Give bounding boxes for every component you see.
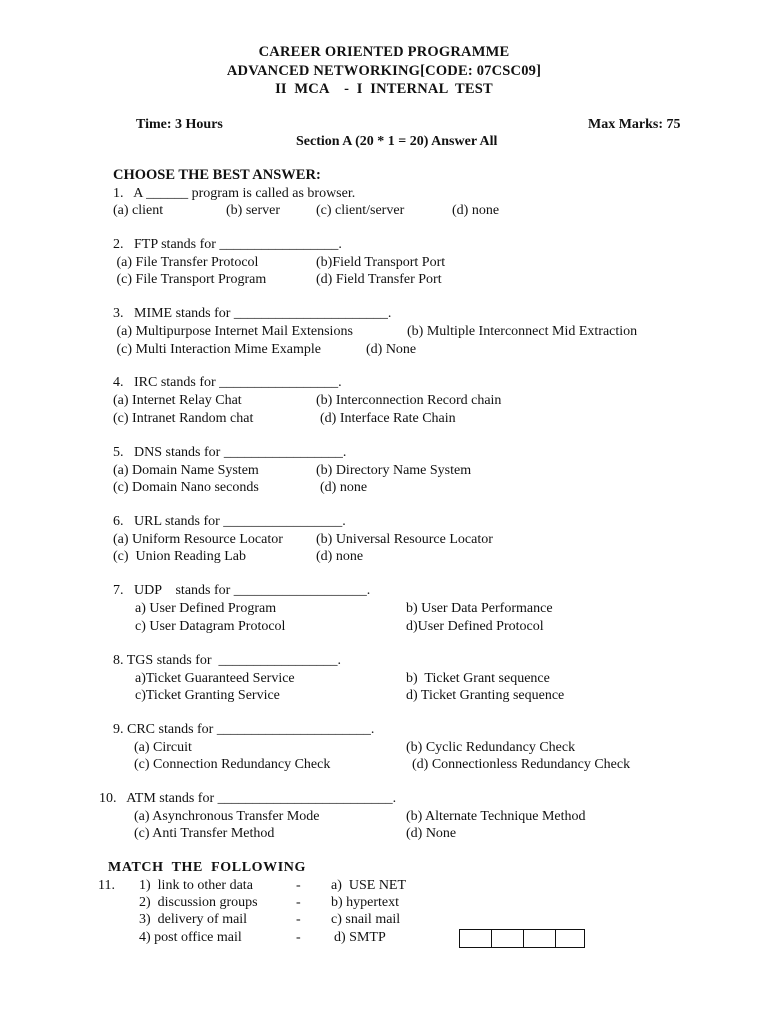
answer-cell xyxy=(524,930,556,947)
match-right-item: b) hypertext xyxy=(331,895,400,910)
question-1: 1. A ______ program is called as browser. xyxy=(113,186,356,201)
option-b: b) Ticket Grant sequence xyxy=(406,671,550,686)
answer-cell xyxy=(556,930,584,947)
answer-cell xyxy=(492,930,524,947)
option-b: (b)Field Transport Port xyxy=(316,255,446,270)
option-d: (d) Interface Rate Chain xyxy=(320,411,456,426)
match-right-item: c) snail mail xyxy=(331,912,401,927)
course-title: ADVANCED NETWORKING[CODE: 07CSC09] xyxy=(226,63,542,79)
match-left-item: 2) discussion groups xyxy=(139,895,258,910)
option-d: (d) none xyxy=(452,203,500,218)
option-d: (d) none xyxy=(320,480,368,495)
option-c: (c) Connection Redundancy Check xyxy=(134,757,331,772)
question-7: 7. UDP stands for ___________________. xyxy=(113,583,371,598)
match-left-item: 4) post office mail xyxy=(139,930,242,945)
option-a: a)Ticket Guaranteed Service xyxy=(135,671,295,686)
option-a: (a) Multipurpose Internet Mail Extensions xyxy=(113,324,353,339)
choose-heading: CHOOSE THE BEST ANSWER: xyxy=(113,167,321,183)
option-c: (c) client/server xyxy=(316,203,405,218)
option-a: a) User Defined Program xyxy=(135,601,277,616)
option-d: (d) None xyxy=(366,342,417,357)
question-5: 5. DNS stands for _________________. xyxy=(113,445,347,460)
option-b: (b) Multiple Interconnect Mid Extraction xyxy=(407,324,638,339)
option-d: (d) Connectionless Redundancy Check xyxy=(412,757,631,772)
programme-title: CAREER ORIENTED PROGRAMME xyxy=(258,44,510,60)
match-dash: - xyxy=(296,930,301,945)
match-dash: - xyxy=(296,912,301,927)
max-marks-label: Max Marks: 75 xyxy=(588,117,681,132)
option-a: (a) Internet Relay Chat xyxy=(113,393,242,408)
option-b: (b) server xyxy=(226,203,281,218)
section-a-heading: Section A (20 * 1 = 20) Answer All xyxy=(296,134,498,149)
question-3: 3. MIME stands for ______________________. xyxy=(113,306,392,321)
option-c: (c) Union Reading Lab xyxy=(113,549,246,564)
option-a: (a) Domain Name System xyxy=(113,463,259,478)
option-d: d) Ticket Granting sequence xyxy=(406,688,565,703)
option-d: (d) Field Transfer Port xyxy=(316,272,442,287)
option-a: (a) File Transfer Protocol xyxy=(113,255,259,270)
match-heading: MATCH THE FOLLOWING xyxy=(108,860,306,875)
question-2: 2. FTP stands for _________________. xyxy=(113,237,342,252)
option-d: (d) None xyxy=(406,826,457,841)
option-b: (b) Universal Resource Locator xyxy=(316,532,493,547)
match-dash: - xyxy=(296,878,301,893)
match-right-item: d) SMTP xyxy=(334,930,386,945)
match-left-item: 3) delivery of mail xyxy=(139,912,248,927)
answer-cell xyxy=(460,930,492,947)
option-c: (c) File Transport Program xyxy=(113,272,267,287)
option-d: (d) none xyxy=(316,549,364,564)
option-c: (c) Multi Interaction Mime Example xyxy=(113,342,321,357)
question-4: 4. IRC stands for _________________. xyxy=(113,375,342,390)
time-label: Time: 3 Hours xyxy=(136,117,223,132)
test-title: II MCA - I INTERNAL TEST xyxy=(275,81,493,97)
option-c: c) User Datagram Protocol xyxy=(135,619,286,634)
match-right-item: a) USE NET xyxy=(331,878,407,893)
match-left-item: 1) link to other data xyxy=(139,878,253,893)
match-dash: - xyxy=(296,895,301,910)
question-10: 10. ATM stands for _________________________. xyxy=(99,791,397,806)
question-9: 9. CRC stands for ______________________. xyxy=(113,722,375,737)
option-c: c)Ticket Granting Service xyxy=(135,688,280,703)
question-8: 8. TGS stands for _________________. xyxy=(113,653,342,668)
option-a: (a) Uniform Resource Locator xyxy=(113,532,283,547)
option-d: d)User Defined Protocol xyxy=(406,619,544,634)
option-b: (b) Cyclic Redundancy Check xyxy=(406,740,576,755)
option-b: (b) Interconnection Record chain xyxy=(316,393,502,408)
question-6: 6. URL stands for _________________. xyxy=(113,514,346,529)
option-a: (a) client xyxy=(113,203,164,218)
question-11-number: 11. xyxy=(98,878,115,893)
option-c: (c) Intranet Random chat xyxy=(113,411,254,426)
option-a: (a) Asynchronous Transfer Mode xyxy=(134,809,320,824)
option-b: (b) Directory Name System xyxy=(316,463,472,478)
option-c: (c) Anti Transfer Method xyxy=(134,826,275,841)
option-c: (c) Domain Nano seconds xyxy=(113,480,259,495)
option-b: b) User Data Performance xyxy=(406,601,553,616)
answer-box xyxy=(459,929,585,948)
option-a: (a) Circuit xyxy=(134,740,192,755)
option-b: (b) Alternate Technique Method xyxy=(406,809,586,824)
